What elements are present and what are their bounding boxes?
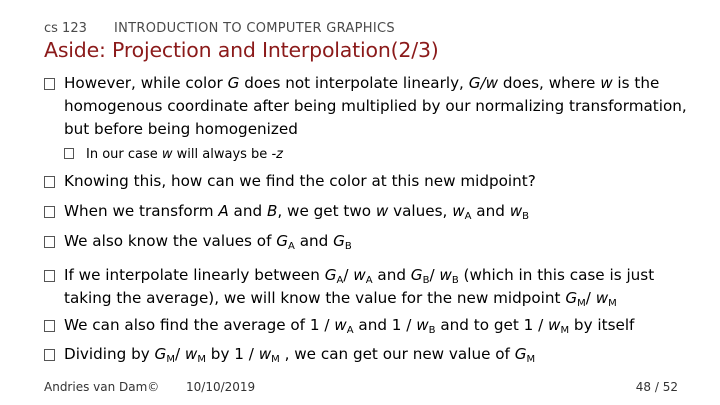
bullet-point-2: Knowing this, how can we find the color at this new midpoint?: [64, 170, 689, 193]
bullet-box-icon: [64, 148, 74, 159]
bullet-point-5: If we interpolate linearly between $G_A/$ $w_A$ and $G_B/$ $w_B$ (which in this case is just taking the average), we will know the value for the new midpoint $G_M/$ $w_M$: [64, 264, 689, 310]
bullet-point-1: However, while color G does not interpolate linearly, G/w does, where w is the homogenous coordinate after being multiplied by our normalizing transformation, but before being homogenized: [64, 72, 689, 141]
sub-bullet-point: In our case w will always be -z: [86, 143, 711, 166]
course-title: INTRODUCTION TO COMPUTER GRAPHICS: [114, 21, 395, 36]
slide-title: Aside: Projection and Interpolation(2/3): [44, 38, 439, 62]
bullet-point-6: We can also find the average of $1 / w_A$ and $1 / w_B$ and to get $1 / w_M$ by itself: [64, 314, 689, 337]
bullet-point-3: When we transform A and B, we get two w values, $w_A$ and $w_B$: [64, 200, 689, 223]
bullet-box-icon: [44, 236, 55, 248]
course-code: cs 123: [44, 21, 87, 36]
bullet-box-icon: [44, 349, 55, 361]
footer-date: 10/10/2019: [186, 380, 256, 394]
bullet-box-icon: [44, 78, 55, 90]
bullet-box-icon: [44, 270, 55, 282]
bullet-box-icon: [44, 206, 55, 218]
bullet-box-icon: [44, 176, 55, 188]
bullet-point-7: Dividing by $G_M/$ $w_M$ by $1 / w_M$ , we can get our new value of $G_M$: [64, 343, 689, 366]
slide-header: [44, 21, 395, 36]
bullet-box-icon: [44, 320, 55, 332]
page-number: 48 / 52: [635, 380, 678, 394]
footer-author: Andries van Dam©: [44, 380, 160, 394]
bullet-point-4: We also know the values of $G_A$ and $G_B$: [64, 230, 689, 253]
